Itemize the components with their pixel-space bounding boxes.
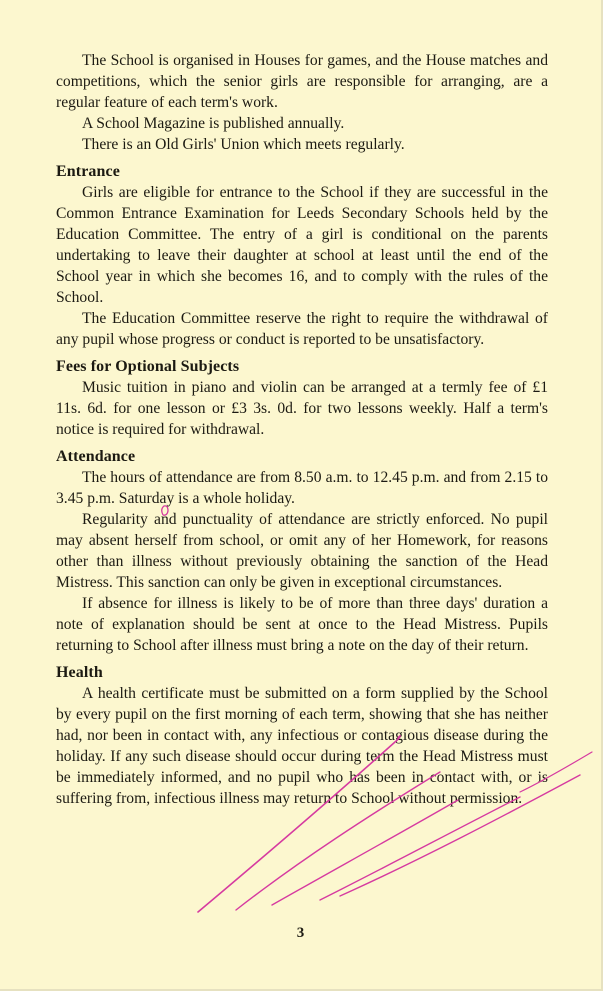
heading-entrance: Entrance	[56, 163, 120, 180]
paragraph-magazine: A School Magazine is published annually.	[82, 115, 345, 132]
heading-health: Health	[56, 664, 103, 681]
pen-stroke-3	[272, 800, 458, 905]
page-number: 3	[296, 925, 305, 941]
paragraph-health-certificate: A health certificate must be submitted on a form supplied by the School by every pupil on the first morning of each term, showing that she has neither had, nor been in contact with, any infectious or contagious disease during the holiday. If any such disease should occur during term the Head Mistress must be immediately informed, and no pupil who has been in contact with, or is suffering from, infectious illness may return to School without permission.	[56, 685, 548, 807]
paragraph-entrance-withdrawal: The Education Committee reserve the right to require the withdrawal of any pupil whose progress or conduct is reported to be unsatisfactory.	[56, 310, 548, 348]
paragraph-attendance-hours: The hours of attendance are from 8.50 a.m. to 12.45 p.m. and from 2.15 to 3.45 p.m. Saturday is a whole holiday.	[56, 469, 548, 507]
pen-stroke-4	[320, 797, 520, 900]
paragraph-houses: The School is organised in Houses for games, and the House matches and competitions, which the senior girls are responsible for arranging, are a regular feature of each term's work.	[56, 52, 548, 111]
paragraph-attendance-illness: If absence for illness is likely to be of more than three days' duration a note of explanation should be sent at once to the Head Mistress. Pupils returning to School after illness must bring a note on the day of their return.	[56, 595, 548, 654]
paragraph-entrance-eligibility: Girls are eligible for entrance to the School if they are successful in the Common Entrance Examination for Leeds Secondary Schools held by the Education Committee. The entry of a girl is conditional on the parents undertaking to leave their daughter at school at least until the end of the School year in which she becomes 16, and to comply with the rules of the School.	[56, 184, 548, 306]
heading-fees: Fees for Optional Subjects	[56, 358, 240, 375]
paragraph-attendance-punctuality: Regularity and punctuality of attendance are strictly enforced. No pupil may absent herself from school, or omit any of her Homework, for reasons other than illness without previously obtaining the sanction of the Head Mistress. This sanction can only be given in exceptional circumstances.	[56, 511, 548, 591]
document-body	[56, 50, 548, 809]
paragraph-music-tuition: Music tuition in piano and violin can be arranged at a termly fee of £1 11s. 6d. for one lesson or £3 3s. 0d. for two lessons weekly. Half a term's notice is required for withdrawal.	[56, 379, 548, 438]
heading-attendance: Attendance	[56, 448, 136, 465]
paragraph-old-girls-union: There is an Old Girls' Union which meets regularly.	[82, 136, 405, 153]
